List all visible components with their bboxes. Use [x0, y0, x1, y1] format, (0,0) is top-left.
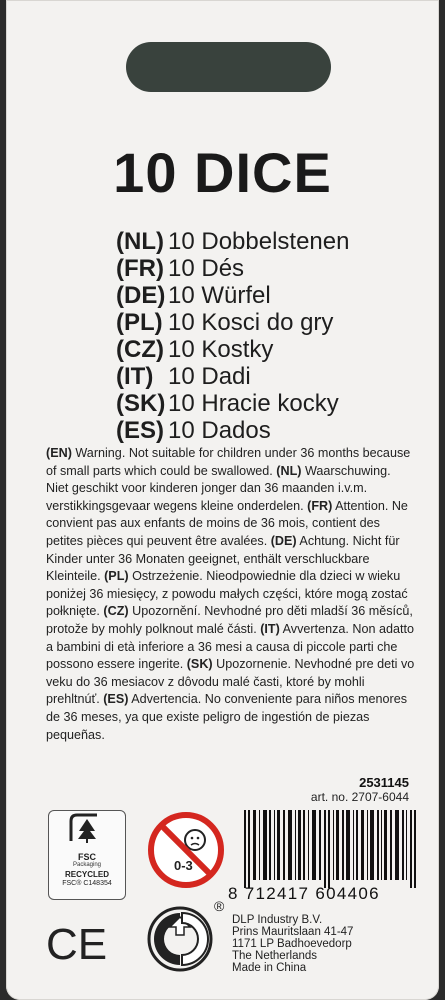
fsc-recycled: RECYCLED — [64, 870, 109, 879]
warning-body: Upozornenie. Nevhodné pre deti vo veku do 36 mesiacov z dôvodu malé časti, ktoré by mohli prehltnúť. — [46, 657, 415, 707]
ce-mark: CE — [46, 920, 108, 969]
warning-code: (SK) — [186, 657, 213, 672]
package-card — [6, 0, 439, 1000]
age-warning-icon — [146, 810, 226, 890]
language-code: (FR) — [116, 255, 164, 282]
green-dot-icon — [146, 905, 214, 973]
warning-code: (DE) — [270, 533, 297, 548]
warning-code: (CZ) — [103, 604, 129, 619]
language-text: 10 Hracie kocky — [168, 390, 339, 417]
language-row — [116, 282, 349, 309]
registered-mark: ® — [214, 898, 225, 914]
hang-hole — [126, 42, 331, 92]
fsc-packaging: Packaging — [72, 862, 102, 868]
language-row — [116, 336, 349, 363]
address-line: The Netherlands — [232, 950, 318, 962]
warning-body: Upozornění. Nevhodné pro děti mladší 36 měsíců, protože by mohly polknout malé části. — [46, 604, 413, 636]
address-line: DLP Industry B.V. — [232, 914, 323, 926]
warning-code: (PL) — [104, 569, 129, 584]
address-line: Made in China — [232, 962, 307, 974]
language-code: (SK) — [116, 390, 166, 417]
warning-body: Avvertenza. Non adatto a bambini di età inferiore a 36 mesi a causa di piccole parti che possono essere ingerite. — [46, 621, 414, 672]
language-code: (IT) — [116, 363, 154, 390]
language-row — [116, 255, 349, 282]
fsc-logo — [48, 810, 126, 900]
language-row — [116, 390, 349, 417]
language-text: 10 Dados — [168, 417, 271, 444]
language-text: 10 Dobbelstenen — [168, 228, 350, 255]
address-line: 1171 LP Badhoevedorp — [232, 938, 352, 950]
language-row — [116, 417, 349, 444]
address-line: Prins Mauritslaan 41-47 — [232, 926, 354, 938]
warning-body: Achtung. Nicht für Kinder unter 36 Monaten geeignet, enthält verschluckbare Kleinteile. — [46, 533, 400, 584]
fsc-label: FSC — [78, 852, 96, 862]
product-code: 2531145 — [359, 775, 409, 790]
age-label: 0-3 — [174, 858, 193, 873]
warning-code: (EN) — [46, 446, 72, 460]
product-title: 10 DICE — [113, 141, 332, 204]
barcode-number: 8 712417 604406 — [228, 884, 380, 903]
warning-body: Warning. Not suitable for children under 36 months because of small parts which could be swallowed. — [46, 446, 411, 478]
language-text: 10 Dadi — [168, 363, 251, 390]
language-code: (ES) — [116, 417, 164, 444]
language-text: 10 Kostky — [168, 336, 274, 363]
language-code: (PL) — [116, 309, 163, 336]
warning-code: (IT) — [260, 621, 280, 636]
article-number: art. no. 2707-6044 — [310, 790, 409, 804]
language-code: (CZ) — [116, 336, 164, 363]
language-code: (DE) — [116, 282, 166, 309]
warning-body: Waarschuwing. Niet geschikt voor kinderen jonger dan 36 maanden i.v.m. verstikkingsgevaar wegens kleine onderdelen. — [46, 463, 391, 513]
language-list — [116, 228, 349, 444]
language-text: 10 Kosci do gry — [168, 309, 334, 336]
language-row — [116, 309, 349, 336]
language-text: 10 Dés — [168, 255, 245, 282]
language-text: 10 Würfel — [168, 282, 271, 309]
language-code: (NL) — [116, 228, 164, 255]
warning-text — [46, 445, 416, 744]
manufacturer-address — [232, 914, 353, 974]
warning-code: (NL) — [276, 463, 302, 478]
language-row — [116, 228, 349, 255]
warning-body: Attention. Ne convient pas aux enfants de moins de 36 mois, contient des petites pièces qui peuvent être avalées. — [46, 498, 408, 548]
fsc-id: FSC® C148354 — [62, 880, 112, 887]
warning-body: Advertencia. No conveniente para niños menores de 36 meses, ya que existe peligro de ingestión de piezas pequeñas. — [46, 692, 408, 742]
fsc-tree-icon — [67, 811, 107, 845]
warning-code: (FR) — [307, 498, 333, 513]
language-row — [116, 363, 349, 390]
warning-code: (ES) — [103, 692, 129, 707]
warning-body: Ostrzeżenie. Nieodpowiednie dla dzieci w wieku poniżej 36 miesięcy, z powodu małych części, które mogą zostać połknięte. — [46, 569, 408, 619]
